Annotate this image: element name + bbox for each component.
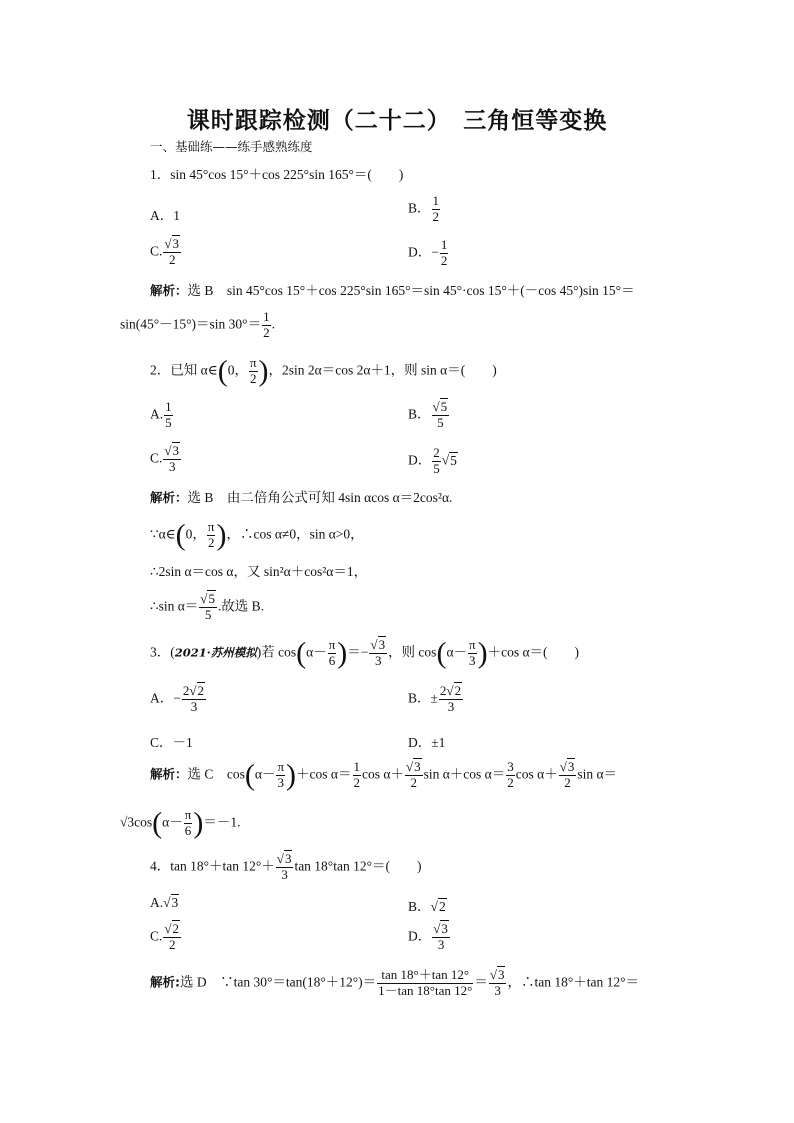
q4-option-d: D． $\frac{√3}{3}$ xyxy=(408,921,448,952)
q2-solution-line4: ∴sin α＝ $\frac{√5}{5}$ .故选 B. xyxy=(150,591,265,622)
q1-solution-line1: 解析：选 B sin 45°cos 15°＋cos 225°sin 165°＝sin 45°·cos 15°＋(－cos 45°)sin 15°＝ xyxy=(150,283,635,298)
q4-solution-line1: 解析:选 D ∵tan 30°＝tan(18°＋12°)＝ $\frac{\tan 18^\circ+\tan 12^\circ}{1-\tan 18^\circ\tan 12^\circ}$ ＝ $\frac{√3}{3}$ ，∴tan 18°＋tan 12°＝ xyxy=(150,967,640,998)
q2-option-c: C. $\frac{√3}{3}$ xyxy=(150,443,180,474)
page-title: 课时跟踪检测（二十二） 三角恒等变换 xyxy=(186,108,608,134)
q2-solution-line1: 解析：选 B 由二倍角公式可知 4sin αcos α＝2cos²α. xyxy=(150,490,453,505)
q3-option-d: D．±1 xyxy=(408,735,446,750)
q1-option-c: C. $\frac{√3}{2}$ xyxy=(150,236,180,267)
q1-stem: 1．sin 45°cos 15°＋cos 225°sin 165°＝( ) xyxy=(150,167,404,182)
q2-solution-line3: ∴2sin α＝cos α，又 sin²α＋cos²α＝1， xyxy=(150,564,368,579)
q3-stem: 3．(2021·苏州模拟)若 cos(α－ $\frac{\pi}{6}$ )＝− $\frac{√3}{3}$ ，则 cos(α－ $\frac{\pi}{3}$ )＋cos α＝( ) xyxy=(150,636,580,670)
q4-option-c: C. $\frac{√2}{2}$ xyxy=(150,921,180,952)
q2-solution-line2: ∵α∈(0， $\frac{\pi}{2}$ )，∴cos α≠0，sin α>0， xyxy=(150,518,364,552)
q1-solution-line2: sin(45°－15°)＝sin 30°＝ $\frac{1}{2}$ . xyxy=(120,309,275,340)
q1-option-a: A．1 xyxy=(150,208,180,223)
fraction: $\frac{1}{2}$ xyxy=(440,237,448,268)
q1-option-b: B． $\frac{1}{2}$ xyxy=(408,193,440,224)
q3-option-a: A．− $\frac{2√2}{3}$ xyxy=(150,683,205,714)
sqrt-symbol: √3 xyxy=(164,236,180,251)
q2-option-d: D． $\frac{2}{5}$ √5 xyxy=(408,445,457,476)
q2-option-b: B． $\frac{√5}{5}$ xyxy=(408,399,448,430)
q4-option-a: A.√3 xyxy=(150,895,179,910)
q1-option-d: D．− $\frac{1}{2}$ xyxy=(408,237,448,268)
q2-option-a: A. $\frac{1}{5}$ xyxy=(150,399,172,430)
section-heading: 一、基础练——练手感熟练度 xyxy=(150,139,313,154)
q3-solution-line2: √3cos(α－ $\frac{\pi}{6}$ )＝－1. xyxy=(120,806,241,840)
fraction: $\frac{√3}{2}$ xyxy=(164,236,180,267)
fraction: $\frac{1}{2}$ xyxy=(263,309,270,340)
q3-option-c: C．－1 xyxy=(150,735,193,750)
q4-stem: 4．tan 18°＋tan 12°＋ $\frac{√3}{3}$ tan 18°tan 12°＝( ) xyxy=(150,851,422,882)
q3-option-b: B．± $\frac{2√2}{3}$ xyxy=(408,683,462,714)
fraction: $\frac{1}{2}$ xyxy=(432,193,440,224)
q4-option-b: B．√2 xyxy=(408,899,446,914)
q2-stem: 2．已知 α∈(0， $\frac{\pi}{2}$ )，2sin 2α＝cos 2α＋1，则 sin α＝( ) xyxy=(150,354,497,388)
q3-solution-line1: 解析：选 C cos(α－ $\frac{\pi}{3}$ )＋cos α＝ $\frac{1}{2}$ cos α＋ $\frac{√3}{2}$ sin α＋cos α＝ $\frac{3}{2}$ cos α＋ $\frac{√3}{2}$ sin α＝ xyxy=(150,758,618,792)
